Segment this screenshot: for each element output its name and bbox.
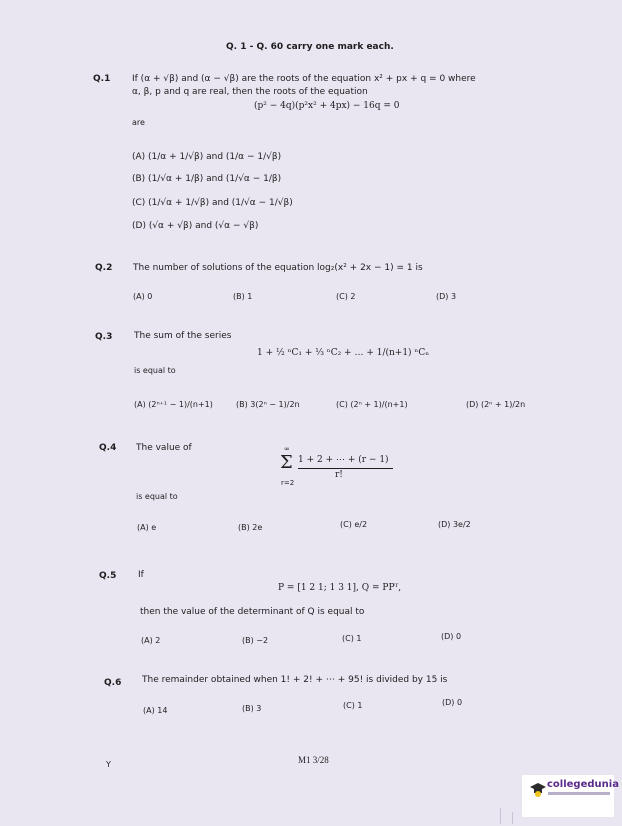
q6-text: The remainder obtained when 1! + 2! + ⋯ + 95! is divided by 15 is: [142, 675, 448, 685]
q1-option-a: (A) (1/α + 1/√β) and (1/α − 1/√β): [132, 152, 282, 162]
q4-text: The value of: [136, 443, 192, 453]
q1-option-b: (B) (1/√α + 1/β) and (1/√α − 1/β): [132, 174, 282, 184]
q2-text: The number of solutions of the equation log₂(x² + 2x − 1) = 1 is: [133, 263, 423, 273]
q5-option-d: (D) 0: [441, 632, 462, 641]
q6-option-c: (C) 1: [343, 701, 363, 710]
q2-option-b: (B) 1: [233, 292, 253, 301]
q3-option-c: (C) (2ⁿ + 1)/(n+1): [336, 400, 408, 409]
q1-are: are: [132, 118, 145, 127]
graduation-cap-icon: [530, 781, 546, 797]
q1-number: Q.1: [93, 74, 111, 84]
section-header: Q. 1 - Q. 60 carry one mark each.: [226, 42, 394, 52]
q5-option-a: (A) 2: [141, 636, 161, 645]
q2-option-a: (A) 0: [133, 292, 153, 301]
q1-text-line1: If (α + √β) and (α − √β) are the roots of the equation x² + px + q = 0 where: [132, 74, 476, 84]
q3-option-d: (D) (2ⁿ + 1)/2n: [466, 400, 526, 409]
page-footer: M1 3/28: [298, 755, 329, 765]
q3-number: Q.3: [95, 332, 113, 342]
q4-option-c: (C) e/2: [340, 520, 368, 529]
collegedunia-logo: [522, 775, 619, 817]
q3-series: 1 + ½ ⁿC₁ + ⅓ ⁿC₂ + … + 1/(n+1) ⁿCₙ: [257, 348, 430, 358]
q1-equation: (p² − 4q)(p²x² + 4px) − 16q = 0: [254, 101, 400, 111]
q5-number: Q.5: [99, 571, 117, 581]
q3-option-a: (A) (2ⁿ⁺¹ − 1)/(n+1): [134, 400, 213, 409]
q5-if: If: [138, 570, 144, 580]
q4-sum-top: ∞: [284, 445, 290, 453]
q6-option-a: (A) 14: [143, 706, 168, 715]
q4-sum-bottom: r=2: [281, 479, 295, 487]
q5-matrix-equation: P = [1 2 1; 1 3 1], Q = PPᵀ,: [278, 583, 402, 593]
q4-option-d: (D) 3e/2: [438, 520, 471, 529]
q5-option-c: (C) 1: [342, 634, 362, 643]
q6-option-b: (B) 3: [242, 704, 262, 713]
q2-option-c: (C) 2: [336, 292, 356, 301]
q4-fraction-bar: [298, 468, 393, 469]
q2-number: Q.2: [95, 263, 113, 273]
q6-number: Q.6: [104, 678, 122, 688]
q1-option-d: (D) (√α + √β) and (√α − √β): [132, 221, 259, 231]
logo-tagline: [548, 792, 610, 795]
q1-text-line2: α, β, p and q are real, then the roots of the equation: [132, 87, 368, 97]
edge-mark: [512, 812, 513, 824]
logo-wordmark: collegedunia: [547, 779, 619, 790]
q4-option-a: (A) e: [137, 523, 157, 532]
q3-option-b: (B) 3(2ⁿ − 1)/2n: [236, 400, 300, 409]
q3-equal: is equal to: [134, 366, 176, 375]
q4-numerator: 1 + 2 + ⋯ + (r − 1): [298, 455, 389, 465]
q5-text: then the value of the determinant of Q is equal to: [140, 607, 365, 617]
q6-option-d: (D) 0: [442, 698, 463, 707]
q3-text: The sum of the series: [134, 331, 232, 341]
edge-mark: [500, 808, 501, 824]
q4-option-b: (B) 2e: [238, 523, 263, 532]
q2-option-d: (D) 3: [436, 292, 457, 301]
q1-option-c: (C) (1/√α + 1/√β) and (1/√α − 1/√β): [132, 198, 293, 208]
q4-sigma: Σ: [280, 452, 293, 473]
q4-number: Q.4: [99, 443, 117, 453]
stray-mark: Y: [106, 760, 111, 769]
q5-option-b: (B) −2: [242, 636, 269, 645]
q4-equal: is equal to: [136, 492, 178, 501]
q4-denominator: r!: [335, 470, 343, 480]
